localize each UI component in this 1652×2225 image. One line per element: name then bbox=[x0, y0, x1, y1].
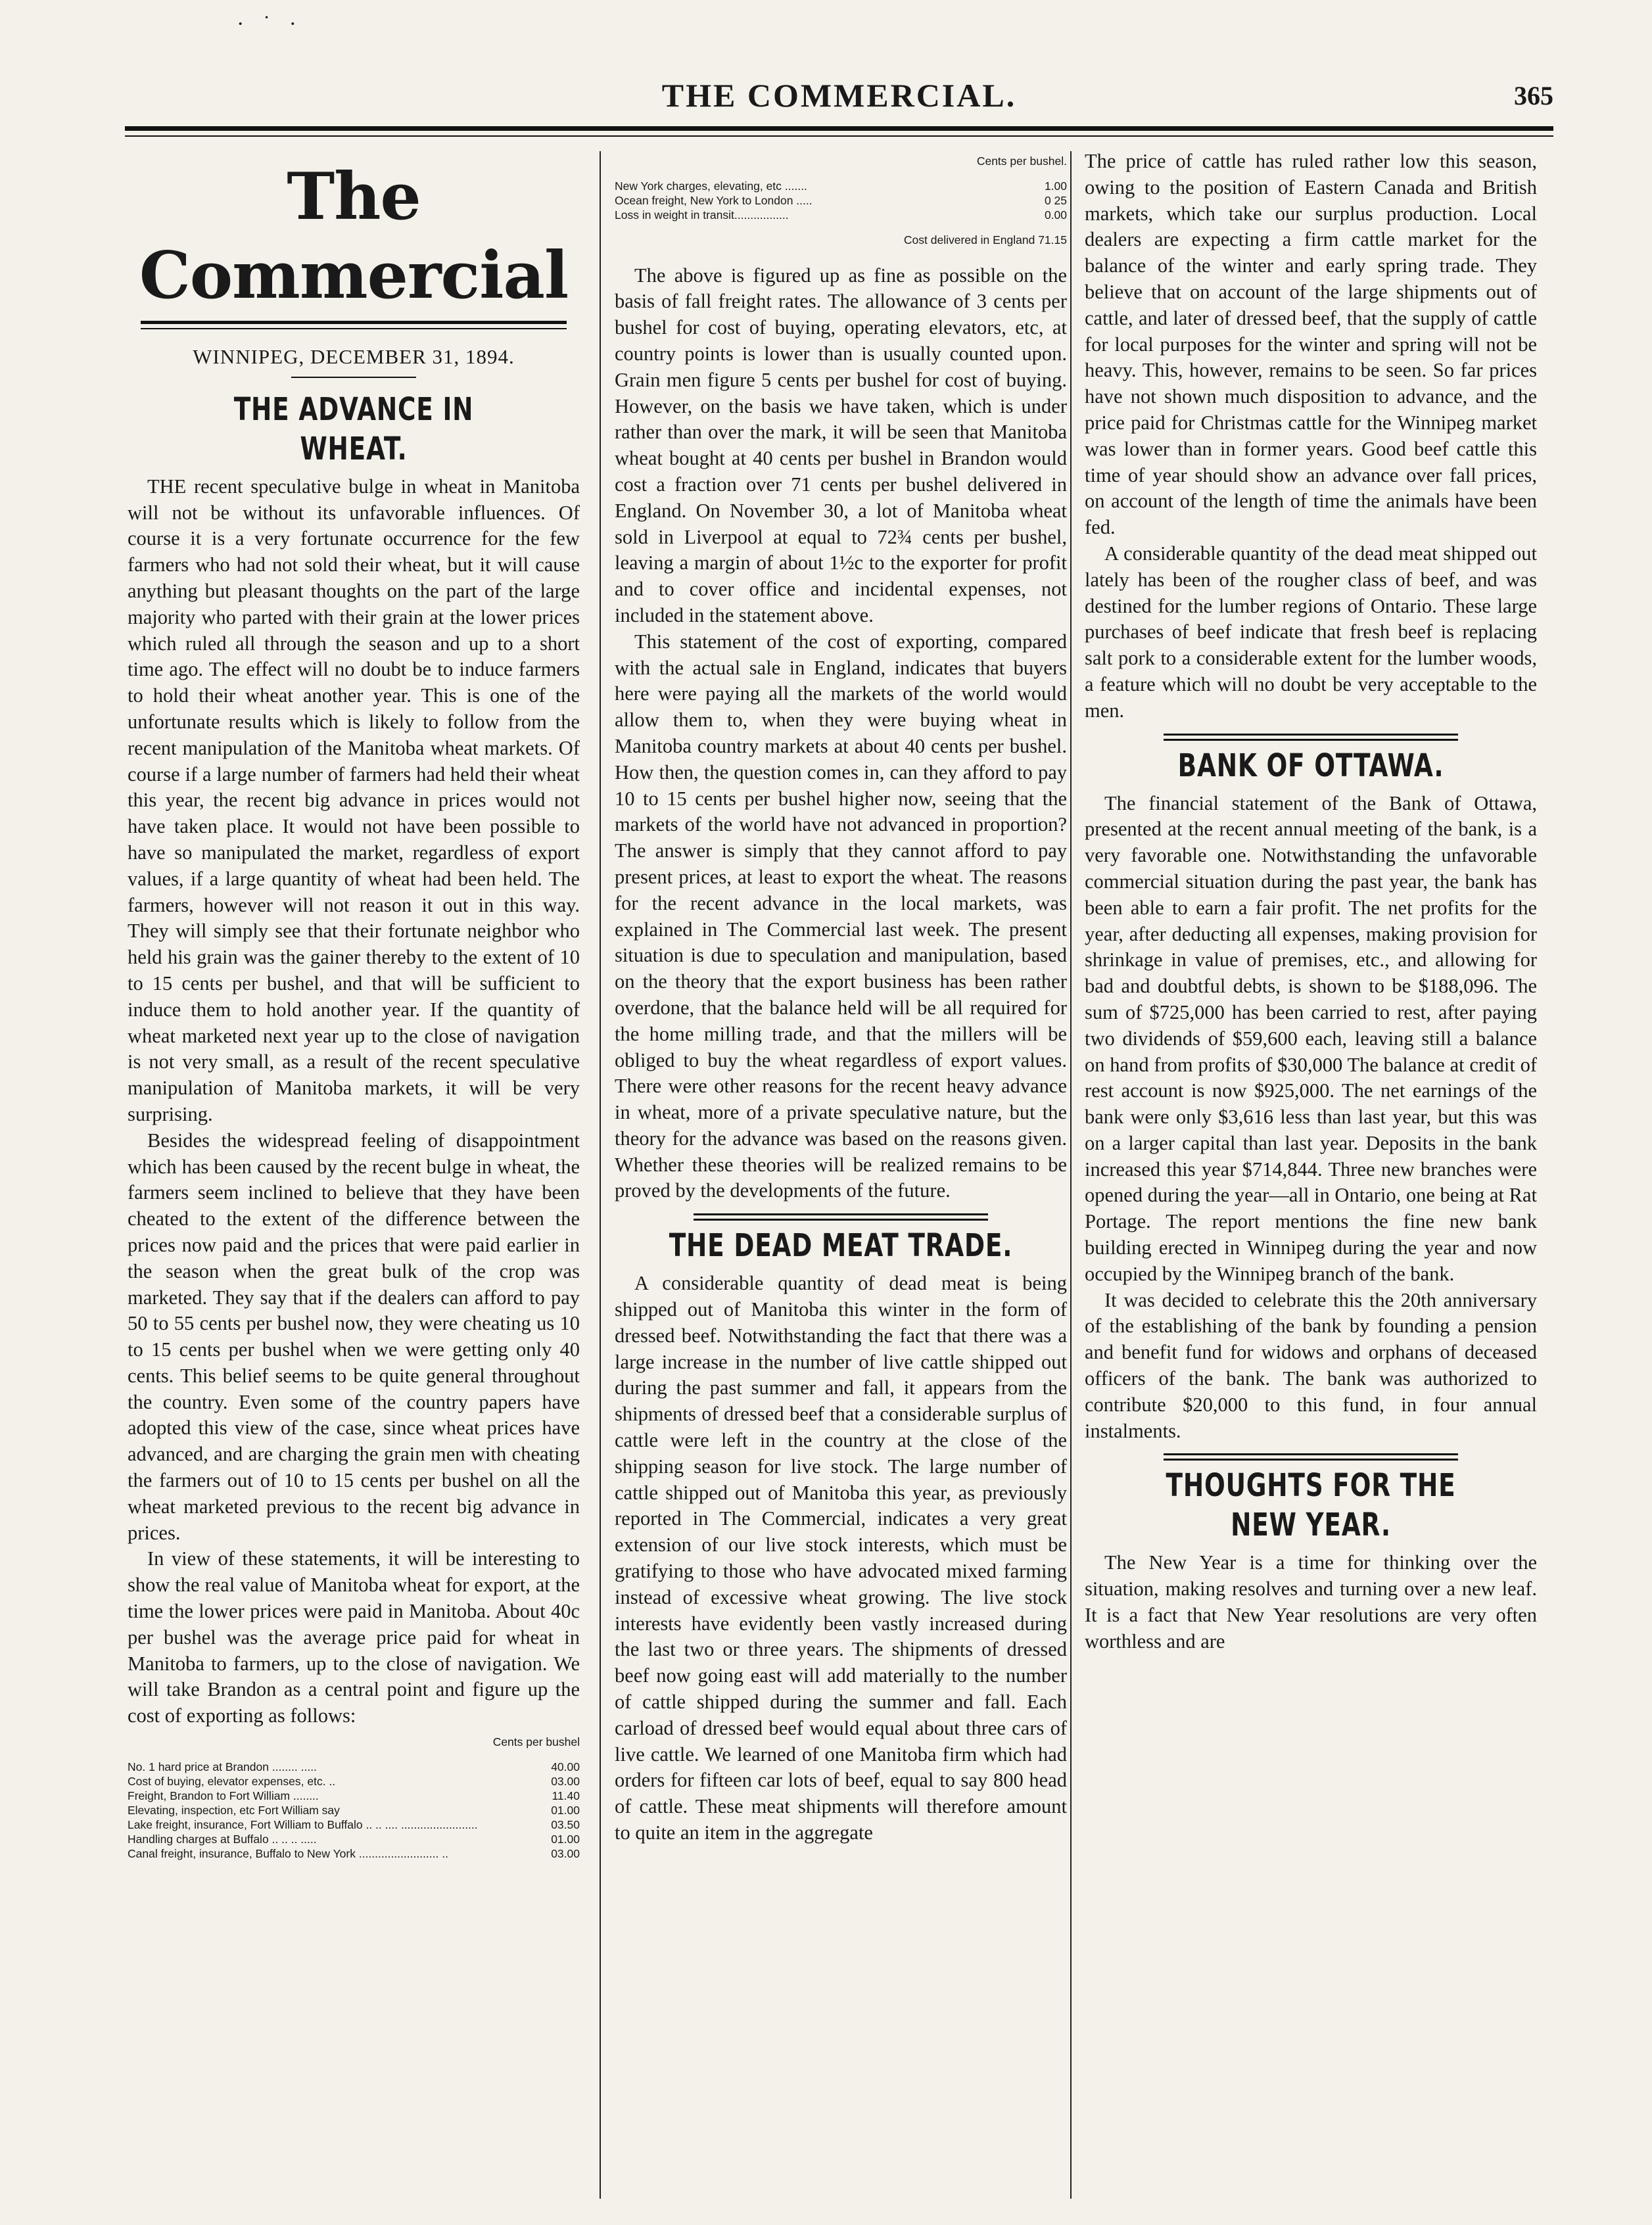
stray-print-marks: · ˙ · bbox=[237, 12, 303, 36]
article-paragraph: The above is figured up as fine as possible on the basis of fall freight rates. The allowance of 3 cents per bushel for cost of buying, operating elevators, etc, at country points is lower than is usually counted upon. Grain men figure 5 cents per bushel for cost of buying. However, on the basis we have taken, which is under rather than over the mark, it will be seen that Manitoba wheat bought at 40 cents per bushel in Brandon would cost a fraction over 71 cents per bushel delivered in England. On November 30, a lot of Manitoba wheat sold in Liverpool at equal to 72¾ cents per bushel, leaving a margin of about 1½c to the exporter for profit and to cover office and incidental expenses, not included in the statement above. bbox=[615, 264, 1067, 626]
cost-table-caption: Cents per bushel bbox=[492, 1735, 580, 1749]
cost-item: No. 1 hard price at Brandon ........ ..... bbox=[128, 1760, 317, 1773]
table-row bbox=[128, 1760, 580, 1774]
heading-thoughts-new-year: THOUGHTS FOR THE NEW YEAR. bbox=[1166, 1467, 1456, 1544]
article-paragraph: Besides the widespread feeling of disappointment which has been caused by the recent bulge in wheat, the farmers seem inclined to believe that they have been cheated to the extent of the difference between the prices now paid and the prices that were paid earlier in the season when the great bulk of the crop was marketed. They say that if the dealers can afford to pay 50 to 55 cents per bushel now, they were cheating us 10 to 15 cents per bushel when we were getting only 40 cents. This belief seems to be quite general throughout the country. Even some of the country papers have adopted this view of the case, since wheat prices have advanced, and are charging the grain men with cheating the farmers out of 10 to 15 cents per bushel on all the wheat marketed previous to the recent big advance in prices. bbox=[128, 1129, 580, 1544]
cost-value: 01.00 bbox=[551, 1832, 580, 1846]
table-row bbox=[615, 193, 1067, 208]
cost-table-continued-caption: Cents per bushel. bbox=[976, 154, 1067, 168]
cost-value: 40.00 bbox=[551, 1760, 580, 1773]
cost-value: 0 25 bbox=[1044, 193, 1067, 207]
cost-value: 03.00 bbox=[551, 1846, 580, 1860]
cost-item: Loss in weight in transit................. bbox=[615, 208, 789, 222]
masthead-rule-thick bbox=[141, 321, 567, 324]
article-paragraph: It was decided to celebrate this the 20th anniversary of the establishing of the bank by founding a pension and benefit fund for widows and orphans of deceased officers of the bank. The bank was authorized to contribute $20,000 to this fund, in four annual instalments. bbox=[1085, 1288, 1537, 1442]
cost-item: New York charges, elevating, etc ....... bbox=[615, 179, 807, 193]
masthead-title: The Commercial bbox=[139, 159, 569, 314]
cost-item: Ocean freight, New York to London ..... bbox=[615, 193, 813, 207]
cost-item: Cost of buying, elevator expenses, etc. .. bbox=[128, 1774, 336, 1788]
table-row bbox=[128, 1817, 580, 1832]
section-separator bbox=[1164, 734, 1458, 741]
page-number: 365 bbox=[1514, 81, 1553, 110]
table-row bbox=[615, 179, 1067, 193]
cost-value: 03.50 bbox=[551, 1817, 580, 1831]
cost-item: Canal freight, insurance, Buffalo to New York ......................... .. bbox=[128, 1846, 448, 1860]
table-row bbox=[128, 1803, 580, 1817]
column-3 bbox=[1085, 149, 1537, 2199]
article-paragraph: THE recent speculative bulge in wheat in Manitoba will not be without its unfavorable influences. Of course it is a very fortunate occurrence for the few farmers who had not sold their wheat, but it will cause anything but pleasant thoughts on the part of the large majority who parted with their grain at the lower prices which ruled all through the season and up to a short time ago. The effect will no doubt be to induce farmers to hold their wheat another year. This is one of the unfortunate results which is likely to follow from the recent manipulation of the Manitoba wheat markets. Of course if a large number of farmers had held their wheat this year, the recent big advance in prices would not have taken place. It would not have been possible to have so manipulated the market, regardless of export values, if a large quantity of wheat had been held. The farmers, however will not reason it out in this way. They will simply see that their fortunate neighbor who held his grain was the gainer thereby to the extent of 10 to 15 cents per bushel, and that will be sufficient to induce them to hold another year. If the quantity of wheat marketed next year up to the close of navigation is not very small, as a result of the recent speculative manipulation of Manitoba markets, it will be very surprising. bbox=[128, 475, 580, 1125]
article-paragraph: A considerable quantity of dead meat is being shipped out of Manitoba this winter in the form of dressed beef. Notwithstanding the fact that there was a large increase in the number of live cattle shipped out during the past summer and fall, it appears from the shipments of dressed beef that a considerable surplus of cattle were left in the country at the close of the shipping season for live stock. The large number of cattle shipped out of Manitoba this year, as previously reported in The Commercial, indicates a very great extension of our live stock interests, which must be gratifying to those who have advocated mixed farming instead of excessive wheat growing. The live stock interests have evidently been vastly increased during the last two or three years. The shipments of dressed beef now going east will add materially to the number of cattle shipped during the summer and fall. Each carload of dressed beef would equal about three cars of live cattle. We learned of one Manitoba firm which had orders for fifteen car lots of beef, equal to say 800 head of cattle. These meat shipments will therefore amount to quite an item in the aggregate bbox=[615, 1272, 1067, 1844]
article-paragraph: This statement of the cost of exporting, compared with the actual sale in England, indicates that buyers here were paying all the markets of the world would allow them to, when they were buying wheat in Manitoba country markets at about 40 cents per bushel. How then, the question comes in, can they afford to pay 10 to 15 cents per bushel higher now, seeing that the markets of the world have not advanced in proportion? The answer is simply that they cannot afford to pay present prices, at least to export the wheat. The reasons for the recent advance in the local markets, was explained in The Commercial last week. The present situation is due to speculation and manipulation, based on the theory that the export business has been rather overdone, that the balance held will be all required for the home milling trade, and that the millers will be obliged to buy the wheat regardless of export values. There were other reasons for the recent heavy advance in wheat, more of a private speculative nature, but the theory for the advance was based on the reasons given. Whether these theories will be realized remains to be proved by the developments of the future. bbox=[615, 630, 1067, 1202]
cost-total: Cost delivered in England 71.15 bbox=[903, 233, 1067, 246]
section-separator bbox=[1164, 1453, 1458, 1461]
section-separator bbox=[694, 1213, 988, 1221]
cost-value: 1.00 bbox=[1044, 179, 1067, 193]
heading-dead-meat-trade: THE DEAD MEAT TRADE. bbox=[669, 1227, 1013, 1265]
table-row bbox=[128, 1846, 580, 1861]
cost-item: Elevating, inspection, etc Fort William say bbox=[128, 1803, 340, 1817]
cost-item: Handling charges at Buffalo .. .. .. ..... bbox=[128, 1832, 317, 1846]
heading-advance-in-wheat: THE ADVANCE IN WHEAT. bbox=[233, 390, 474, 467]
cost-value: 01.00 bbox=[551, 1803, 580, 1817]
table-row bbox=[128, 1774, 580, 1789]
article-paragraph: The New Year is a time for thinking over the situation, making resolves and turning over a new leaf. It is a fact that New Year resolutions are very often worthless and are bbox=[1085, 1551, 1537, 1652]
cost-item: Freight, Brandon to Fort William ........ bbox=[128, 1789, 319, 1802]
column-2 bbox=[615, 149, 1067, 2199]
cost-value: 11.40 bbox=[552, 1789, 580, 1802]
table-row bbox=[128, 1789, 580, 1803]
column-rule-1 bbox=[600, 151, 601, 2199]
running-title: THE COMMERCIAL. bbox=[661, 77, 1017, 114]
article-paragraph: In view of these statements, it will be interesting to show the real value of Manitoba wheat for export, at the time the lower prices were paid in Manitoba. About 40c per bushel was the average price paid for wheat in Manitoba to farmers, up to the close of navigation. We will take Brandon as a central point and figure up the cost of exporting as follows: bbox=[128, 1547, 580, 1727]
column-rule-2 bbox=[1070, 151, 1072, 2199]
column-1 bbox=[128, 149, 580, 2199]
dateline-rule bbox=[291, 377, 416, 378]
table-row bbox=[128, 1832, 580, 1846]
dateline: WINNIPEG, DECEMBER 31, 1894. bbox=[193, 345, 515, 368]
article-paragraph: A considerable quantity of the dead meat shipped out lately has been of the rougher class of beef, and was destined for the lumber regions of Ontario. These large purchases of beef indicate that fresh beef is replacing salt pork to a considerable extent for the lumber woods, a feature which will no doubt be very acceptable to the men. bbox=[1085, 542, 1537, 722]
masthead-rule-thin bbox=[141, 328, 567, 329]
article-paragraph: The price of cattle has ruled rather low this season, owing to the position of Eastern Canada and British markets, which take our surplus production. Local dealers are expecting a firm cattle market for the balance of the winter and early spring trade. They believe that on account of the large shipments out of cattle, and later of dressed beef, that the supply of cattle for local purposes for the winter and spring will not be heavy. This, however, remains to be seen. So far prices have not shown much disposition to advance, and the price paid for Christmas cattle for the Winnipeg market was lower than in former years. Good beef cattle this time of year should show an advance over fall prices, on account of the length of time the animals have been fed. bbox=[1085, 150, 1537, 539]
cost-value: 0.00 bbox=[1044, 208, 1067, 222]
export-cost-table bbox=[128, 1760, 580, 1861]
cost-value: 03.00 bbox=[551, 1774, 580, 1788]
export-cost-table-continued bbox=[615, 179, 1067, 222]
running-header bbox=[125, 72, 1553, 131]
cost-item: Lake freight, insurance, Fort William to Buffalo .. .. .... ........................ bbox=[128, 1817, 478, 1831]
header-rule-thick bbox=[125, 126, 1553, 131]
header-rule-thin bbox=[125, 135, 1553, 137]
table-row bbox=[615, 208, 1067, 222]
article-paragraph: The financial statement of the Bank of Ottawa, presented at the recent annual meeting of the bank, is a very favorable one. Notwithstanding the unfavorable commercial situation during the past year, the bank has been able to earn a fair profit. The net profits for the year, after deducting all expenses, making provision for shrinkage in value of premises, etc., and allowing for bad and doubtful debts, is shown to be $188,096. The sum of $725,000 has been carried to rest, after paying two dividends of $59,600 each, leaving still a balance on hand from profits of $30,000 The balance at credit of rest account is now $925,000. The net earnings of the bank were only $3,616 less than last year, but this was on a larger capital than last year. Deposits in the bank increased this year $714,844. Three new branches were opened during the year—all in Ontario, one being at Rat Portage. The report mentions the fine new bank building erected in Winnipeg during the year and now occupied by the Winnipeg branch of the bank. bbox=[1085, 791, 1537, 1285]
heading-bank-of-ottawa: BANK OF OTTAWA. bbox=[1177, 747, 1444, 784]
